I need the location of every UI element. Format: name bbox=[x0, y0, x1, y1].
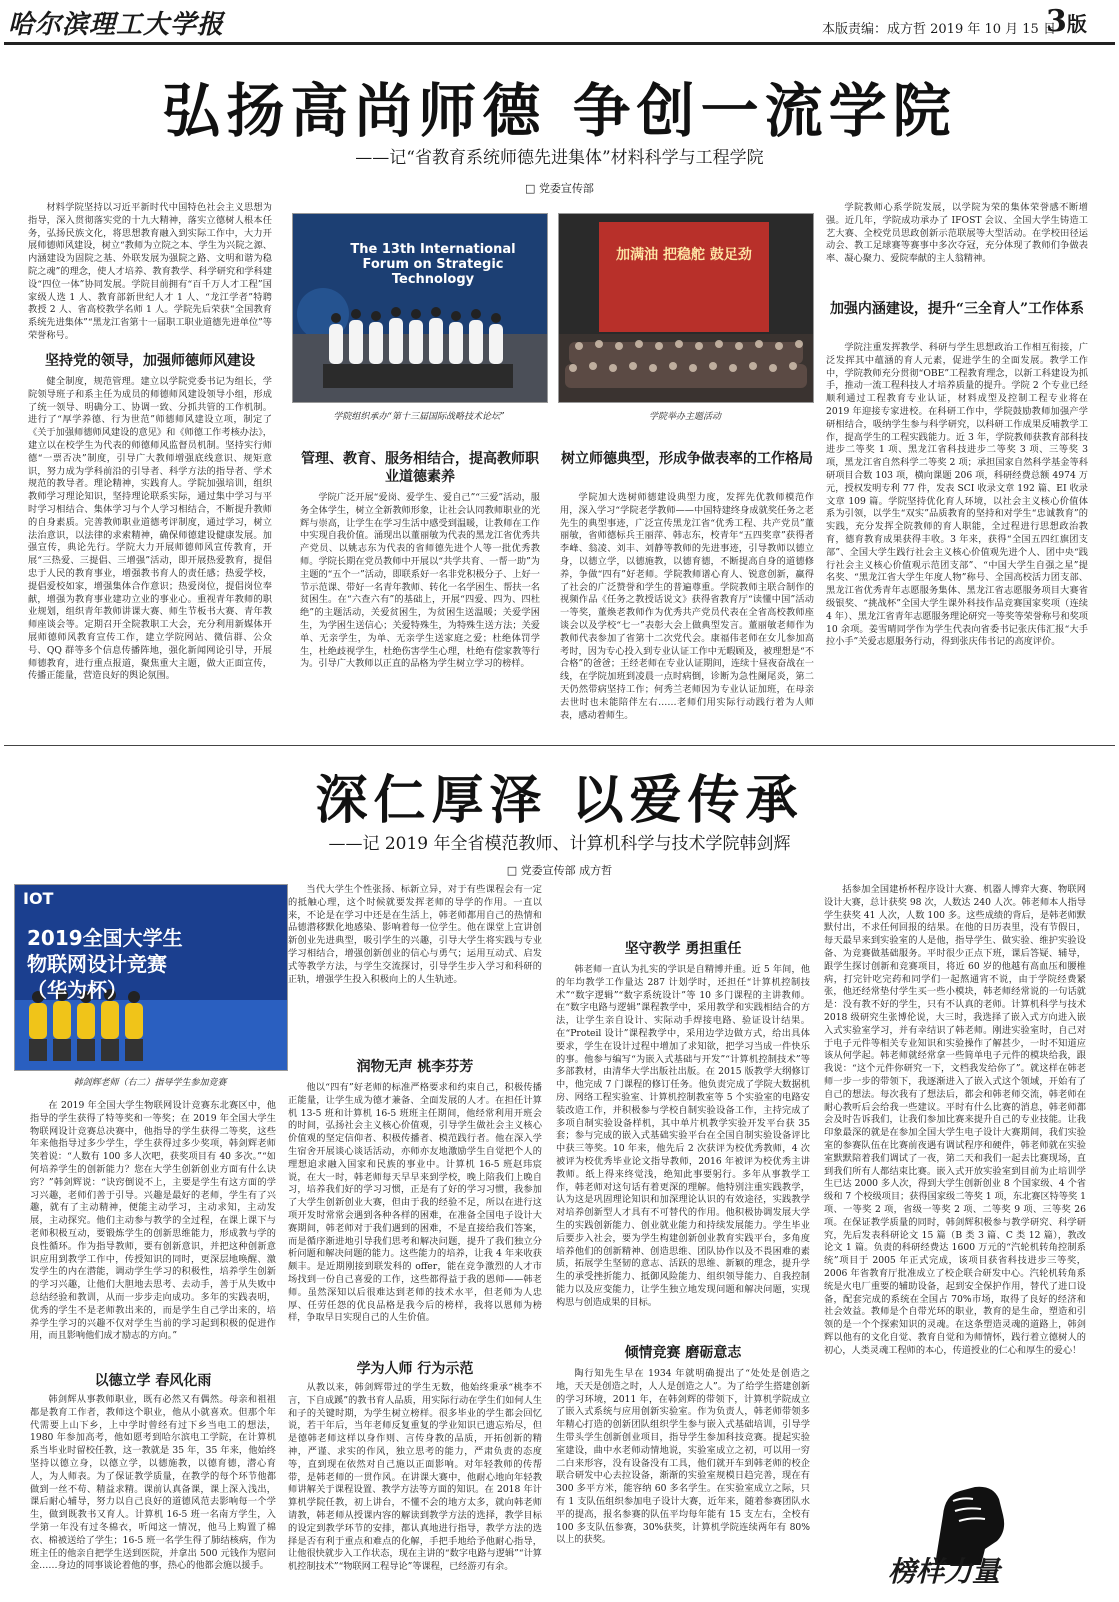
top-rule bbox=[4, 42, 1115, 45]
competition-photo bbox=[14, 884, 288, 1071]
story2-col2-text: 当代大学生个性张扬、标新立异，对于有些课程会有一定的抵触心理，这个时候就要发挥老师的导学的作用。一直以来，不论是在学习中还是在生活上，韩老师都用自己的热情和品德潜移默化地感染、影响着每一位学生。他在课堂上宣讲创新创业先进典型，吸引学生的兴趣，引导大学生将实践与专业学习相结合，增强创新创业的信心与勇气；运用互动式、启发式等教学方法，与学生交流探讨，引导学生步入学习和科研的正轨，增强学生投入积极向上的人生轨迹。 bbox=[288, 884, 542, 985]
story1-subheadline: ——记“省教育系统师德先进集体”材料科学与工程学院 bbox=[355, 148, 764, 168]
story2-section4-text: 韩老师一直认为扎实的学识是自精博并重。近 5 年间，他的年均教学工作量达 287 计划学时，还担任“计算机控制技术”“数字逻辑”“数字系统设计”等 10 多门课程的主讲教师。在“数字电路与逻辑”课程教学中，采用教学和实践相结合的方法，让学生亲自设计、实际动手焊接电路、验证设计结果。在“Proteil 设计”课程教学中，采用边学边做方式，给出具体要求，学生在设计过程中增加了求知欲，把学习当成一件快乐的事。他参与编写“为嵌入式基础与开发”“计算机控制技术”等多部教材，由清华大学出版社出版。在 2015 版教学大纲修订中，他完成 7 门课程的修订任务。他负责完成了学院大数据机房、网络工程实验室、计算机控制教室等 5 个实验室的电路安装改造工作，并积极参与学校自制实验设备工作，主持完成了多项自制实验设备样机，其中单片机教学实验开发平台获 35 套；参与完成的嵌入式基础实验平台在全国自制实验设备评比中获三等奖。10 年来，他先后 2 次获评为校优秀教师，4 次被评为校优秀毕业论文指导教师，2016 年被评为校优秀主讲教师。纸上得来终觉浅，绝知此事要躬行。多年从事教学工作，韩老师对这句话有着更深的理解。他特别注重实践教学，认为这是巩固理论知识和加深理论认识的有效途径，实践教学对培养创新型人才具有不可替代的作用。他积极协调发展大学生的实践创新能力、创业就业能力和持续发展能力。学生毕业后要步入社会，要为学生构建创新创业教育实践平台，多角度培养他们的创新精神、创造思维、团队协作以及不畏困难的素质，拓展学生坚韧的意志、活跃的思维、新颖的理念，提升学生的承受挫折能力、抵御风险能力、组织领导能力、自我控制能力以及应变能力，让学生独立地发现问题和解决问题，实现构思与创造成果的目标。 bbox=[556, 964, 810, 1308]
story2-col4-text: 括参加全国建桥杯程序设计大赛、机器人博弈大赛、物联网设计大赛，总计获奖 98 次，人数达 240 人次。韩老师本人指导学生获奖 41 人次，人数 100 多。这些成绩的背后，是韩老师默默付出，不求任何回报的结果。在他的日历表里，没有节假日，每天最早来到实验室的人是他，指导学生、做实验、维护实验设备、为竞赛做基础服务。平时很少正点下班，课后答疑、辅导，跟学生探讨创新和竞赛项目，将近 60 岁的他越有高血压和腰椎病，打完针吃完药和同学们一起熬通宵不说，由于学院经费紧张，他还经常垫付学生买一些小模块，韩老师经常说的一句话就是：没有教不好的学生，只有不认真的老师。计算机科学与技术 2018 级研究生张博伦说，大三时，我选择了嵌入式方向进入嵌入式实验室学习，并有幸结识了韩老师。刚进实验室时，自己对于电子元件等相关专业知识和实验操作了解甚少，一时不知道应该从何学起。韩老师就经常拿一些简单电子元件的模块给我，跟我说：“这个元件你研究一下，文档我发给你了”。就这样在韩老师一步一步的带领下，我逐渐进入了嵌入式这个领域，开始有了自己的想法。每次我有了想法后，都会和韩老师交流，韩老师在耐心教听后会给我一些建议。平时有什么比赛的消息，韩老师都会及时告诉我们，让我们参加比赛来提升自己的专业技能。让我印象最深的就是在参加全国大学生电子设计大赛期间，我们实验室的参赛队伍在比赛前夜遇有调试程序和硬件，韩老师就在实验室默默陪着我们调试了一夜，第二天和我们一起去比赛现场，直到我们所有人都结束比赛。嵌入式开放实验室到目前为止培训学生已达 2000 多人次，得到大学生创新创业 8 个国家级、4 个省级和 7 个校级项目；获得国家级二等奖 1 项，东北赛区特等奖 1 项、一等奖 2 项，省级一等奖 2 项、二等奖 9 项、三等奖 26 项。在保证教学质量的同时，韩剑辉积极参与教学研究、科学研究，先后发表科研论文 15 篇（B 类 3 篇、C 类 12 篇），教改论文 1 篇。负责的科研经费达 1600 万元的“汽轮机转角控制系统”项目于 2005 年正式完成，该项目获省科技进步三等奖，2006 年省教育厅批准成立了校企联合研发中心。汽轮机转角系统是火电厂重要的辅助设备，起到安全保护作用，替代了进口设备，配套完成的系统在全国占 70%市场，取得了良好的经济和社会效益。教师是个自带光环的职业，教育的是生命，塑造和引领的是一个个探索知识的灵魂。在这条塑造灵魂的道路上，韩剑辉以他有的文化自觉、教育自觉和为师情怀，践行着立德树人的初心，人类灵魂工程师的本心，传道授业的仁心和厚生的爱心！ bbox=[824, 884, 1086, 1356]
story2-section1-text: 韩剑辉从事教师职业，既有必然又有偶然。母亲和祖祖都是教育工作者，教师这个职业，他从小就喜欢。但那个年代需要上山下乡，上中学时曾经有过下乡当电工的想法，1980 年参加高考，他如愿考到哈尔滨电工学院，在计算机系当毕业时留校任教，这一教就是 35 年，35 年来，他始终坚持以德立身，以德立学，以德施教，以德育德，潜心育人，为人师表。为了保证教学质量，在教学的每个环节他都做到一丝不苟、精益求精。课前认真备课，课上深入浅出，课后耐心辅导，努力以自己良好的道德风范去影响每一个学生，做到既教书又育人。计算机 16-5 班一名南方学生，入学第一年没有过冬棉衣，听闻这一情况，他马上购置了棉衣、棉被送给了学生；16-5 班一名学生得了肺结核病，作为班主任的他亲自把学生送到医院，并拿出 500 元钱作为慰问金……身边的同事谈论着他的事，热心的他都会施以援手。 bbox=[30, 1394, 276, 1572]
story1-section3-text: 学院加大选树师德建设典型力度，发挥先优教师模范作用，深入学习“学院老学教师——中国特建终身成就奖任务之老先生的典型事迹，广泛宣传黑龙江省“优秀工程、共产党员”董丽敏，省师德标兵王丽萍、韩志东，校青年“五四奖章”获得者李峰、翁凌、刘丰、刘静等教师的先进事迹，引导教师以德立身，以德立学，以德施教，以德育德，不断提高自身的道德修养，争做“四有”好老师。学院教师谱心育人、锐意创新，赢得了社会的广泛赞誉和学生的普遍尊重。学院教师主联合制作的视频作品《任务之教授话说文》获得省教育厅“读懂中国”活动一等奖，董焕老教师作为优秀共产党员代表在全省高校教师座谈会以及学校“七一”表彰大会上做典型发言。董丽敏老师作为教师代表参加了省第十二次党代会。康福伟老师在女儿参加高考时，因为专心投入到专业认证工作中无暇顾及，被理想是“不合格”的爸爸；王经老师在专业认证期间，连续十昼夜奋战在一线，在学院加班到凌晨一点时病倒，诊断为急性阑尾炎，第二天仍然带病坚持工作；何秀兰老师因为专业认证加班，在母亲去世时也未能陪伴左右……老师们用实际行动践行着为人师表，感动着师生。 bbox=[560, 492, 814, 721]
forum-photo bbox=[292, 213, 548, 403]
story1-byline: □ 党委宣传部 bbox=[525, 182, 594, 195]
story2-byline-text: 党委宣传部 成方哲 bbox=[520, 864, 613, 877]
event-photo-caption: 学院举办主题活动 bbox=[648, 412, 721, 422]
story2-section5-text: 陶行知先生早在 1934 年就明确提出了“处处是创造之地，天天是创造之时，人人是创造之人”。为了给学生搭建创新的学习环境，2011 年，在韩剑辉的带领下，计算机学院成立了嵌入式系统与应用创新实验室。作为负责人，韩老师带领多年精心打造的创新团队组织学生参与嵌入式基础培训，引导学生带头学生创新创业项目，指导学生参加科技竞赛。提起实验室建设，曲中水老师动情地说，实验室成立之初，可以用一穷二白来形容，没有设备没有工具，他们就开车到韩老师的校企联合研发中心去拉设备，渐渐的实验室规模日趋完善，现在有 300 多平方米，能容纳 60 多名学生。在实验室成立之际，只有 1 支队伍组织参加电子设计大赛，近年来，随着参赛团队水平的提高，报名参赛的队伍平均每年能有 15 支左右，全校有 100 多支队伍参赛，30%获奖，计算机学院连续两年有 80%以上的获奖。 bbox=[556, 1368, 810, 1546]
story2-section1 bbox=[30, 1394, 276, 1594]
edition-info: 本版责编：成方哲 2019 年 10 月 15 日 bbox=[822, 22, 1056, 37]
event-photo-banner: 加满油 把稳舵 鼓足劲 bbox=[616, 247, 752, 263]
story1-section1-text: 健全制度，规范管理。建立以学院党委书记为组长，学院领导班子和系主任为成员的师德师风建设领导小组，形成了统一领导、明确分工、协调一致、分抓共管的工作机制。进行了“厚学养德、行为世范”师德师风建设立项，制定了《关于加强师德师风建设的意见》和《师德工作考核办法》，建立以在校学生为代表的师德师风监督员机制。坚持实行师德“一票否决”制度，引导广大教师增强底线意识、规矩意识，努力成为学科前沿的引导者、科学方法的指导者、学术规范的教导者。理论精神，实践育人。学院加强培训，组织教师学习理论知识，坚持理论联系实际，通过集中学习与平时学习相结合、集体学习与个人学习相结合，不断提升教师的自身素质。完善教师职业道德考评制度，通过学习，树立法治意识，以法律的求索精神，确保师德建设健康发展。加强宣传，典论先行。学院大力开展师德师风宣传教育，开展“三热爱、三提倡、三增强”活动，即开展热爱教育，提倡忠于人民的教育事业，增强教书育人的责任感；热爱学校，提倡爱校如家，增强集体合作意识；热爱岗位，提倡岗位奉献，增强为教育事业建功立业的事业心。重视青年教师的职业规划，组织青年教师讲课大赛、师生节板书大赛、青年教师座谈会等。定期召开全院教职工大会，充分利用新媒体开展师德师风教育宣传工作，建立学院网站、微信群、公众号、QQ 群等多个信息传播阵地，强化新闻网论引导，开展师德教育，进行重点报道，聚焦重大主题，做大正面宣传，传播正能量，营造良好的舆论氛围。 bbox=[28, 376, 272, 682]
page-number bbox=[1046, 4, 1087, 39]
story2-col4 bbox=[824, 884, 1086, 1464]
story2-col1 bbox=[30, 1100, 276, 1370]
story2-section5-title: 倾情竞赛 磨砺意志 bbox=[624, 1345, 742, 1361]
story1-section3 bbox=[560, 492, 814, 740]
event-photo-graphic bbox=[559, 214, 813, 402]
story1-section4-title: 加强内涵建设，提升“三全育人”工作体系 bbox=[829, 301, 1085, 317]
story2-col1-text: 在 2019 年全国大学生物联网设计竞赛东北赛区中，他指导的学生获得了特等奖和一等奖；在 2019 年全国大学生物联网设计竞赛总决赛中，他指导的学生获得二等奖，这些年来他指导过多少学生，学生获得过多少奖项，韩剑辉老师笑着说：“人数有 100 多人次吧，获奖项目有 40 多次。”“如何培养学生的创新能力？您在大学生创新创业方面有什么诀窍？”韩剑辉说：“诀窍倒说不上，主要是学生有这方面的学习兴趣，老师们善于引导。兴趣是最好的老师，学生有了兴趣，就有了主动精神，便能主动学习，主动求知，主动发展，主动探究。他们主动参与教学的全过程，在课上课下与老师积极互动，要锻炼学生的创新思维能力，形成教与学的良性循环。作为指导教师，要有创新意识，并把这种创新意识应用到教学工作中，传授知识的同时，更深层地唤醒、激发学生的内在潜能，调动学生学习的积极性，培养学生创新的学习兴趣，让他们大胆地去思考、去动手，善于从失败中总结经验和教训，从而一步步走向成功。多年的实践表明，优秀的学生不是老师教出来的，而是学生自己学出来的，培养学生学习的兴趣不仅对学生当前的学习起到积极的促进作用，而且影响他们成才励志的方向。” bbox=[30, 1100, 276, 1342]
story1-section4 bbox=[826, 342, 1088, 738]
page-suffix: 版 bbox=[1066, 12, 1087, 36]
story2-col2 bbox=[288, 884, 542, 1054]
story1-intro-text: 材料学院坚持以习近平新时代中国特色社会主义思想为指导，深入贯彻落实党的十九大精神，落实立德树人根本任务，弘扬民族文化，将思想教育融入到实际工作中，大力开展师德师风建设，树立“教师为立院之本、学生为兴院之源、内涵建设为固院之基、外联发展为强院之路、文明和谐为稳院之魂”的理念，使人才培养、教育教学、科学研究和学科建设“四位一体”协同发展。学院目前拥有“百千万人才工程”国家级人选 1 人、教育部新世纪人才 1 人、“龙江学者”特聘教授 2 人、省高校教学名师 1 人。学院先后荣获“全国教育系统先进集体”“黑龙江省第十一届职工职业道德先进单位”等荣誉称号。 bbox=[28, 202, 272, 341]
page-number-value: 3 bbox=[1046, 4, 1067, 39]
story1-col4-top bbox=[826, 202, 1088, 292]
story1-section2-text: 学院广泛开展“爱岗、爱学生、爱自己”“三爱”活动，服务全体学生，树立全新教师形象，让社会认同教师职业的光辉与崇高，让学生在学习生活中感受到温暖，让教师在工作中实现自我价值。涌现出以董丽敏为代表的黑龙江省优秀共产党员、以姚志东为代表的省师德先进个人等一批优秀教师。学院长期在党员教师中开展以“共学共育、一帮一助”为主题的“五个一”活动，即联系好一名非党积极分子、上好一节示范课、带好一名青年教师、转化一名学困生、帮扶一名贫困生。在“六查六有”的基础上，开展“四爱、四为、四杜绝”的主题活动，关爱贫困生，为贫困生送温暖；关爱学困生，为学困生送信心；关爱特殊生，为特殊生送方法；关爱单、无亲学生，为单、无亲学生送家庭之爱；杜绝体罚学生，杜绝歧视学生，杜绝伤害学生心理，杜绝有偿家教等行为。引导广大教师以正直的品格为学生树立学习的榜样。 bbox=[300, 492, 540, 670]
iot-logo: IOT bbox=[23, 889, 54, 908]
story1-section2-title: 管理、教育、服务相结合，提高教师职业道德素养 bbox=[301, 451, 539, 485]
story2-byline: □ 党委宣传部 成方哲 bbox=[506, 864, 613, 877]
story1-section2 bbox=[300, 492, 540, 740]
newspaper-masthead: 哈尔滨理工大学报 bbox=[8, 10, 225, 40]
story1-section3-title: 树立师德典型，形成争做表率的工作格局 bbox=[561, 451, 813, 467]
story2-section3 bbox=[288, 1382, 542, 1594]
story1-section4-text: 学院注重发挥教学、科研与学生思想政治工作相互衔接，广泛发挥其中蕴涵的育人元素，促进学生的全面发展。教学工作中，学院教师充分贯彻“OBE”工程教育理念，以新工科建设为抓手，推动一流工程科技人才培养质量的提升。学院 2 个专业已经顺利通过工程教育专业认证，材料成型及控制工程专业将在 2019 年迎接专家进校。在科研工作中，学院鼓励教师加强产学研相结合，吸纳学生参与科学研究，以科研工作成果反哺教学工作，提高学生的工程实践能力。近 3 年，学院教师获教育部科技进步二等奖 1 项、黑龙江省科技进步二等奖 3 项、三等奖 3 项，黑龙江省自然科学二等奖 2 项；承担国家自然科学基金等科研项目合数 103 项，横向课题 206 项，科研经费总额 4974 万元，授权发明专利 77 件，发表 SCI 收录文章 192 篇、EI 收录文章 109 篇。学院坚持优化育人环境，以社会主义核心价值体系为引领，以学生“双实”品质教育的坚持和对学生“忠诚教育”的实践，充分发挥全院教师的育人职能，全过程进行思想政治教育，德育教育成果获得丰收。3 年来，获得“全国五四红旗团支部”、全国大学生践行社会主义核心价值观先进个人、团中央“践行社会主义核心价值观示范团支部”、“中国大学生自强之星”提名奖、“黑龙江省大学生年度人物”称号、全国高校活力团支部、黑龙江省优秀青年志愿服务集体、黑龙江省志愿服务项目大赛省级银奖、“挑战杯”全国大学生课外科技作品竞赛国家奖项（连续 4 年）、黑龙江省青年志愿服务理论研究一等奖等荣誉称号和奖项 10 余项。姜雪晴同学作为学生代表向省委书记张庆伟汇报“大手拉小手”关爱志愿服务行动，得到张庆伟书记的高度评价。 bbox=[826, 342, 1088, 648]
story1-section1-title: 坚持党的领导，加强师德师风建设 bbox=[45, 353, 255, 369]
story2-headline: 深仁厚泽 以爱传承 bbox=[315, 770, 804, 831]
story2-section2-title: 润物无声 桃李芬芳 bbox=[356, 1059, 474, 1075]
story2-section1-title: 以德立学 春风化雨 bbox=[94, 1373, 212, 1389]
forum-photo-banner: The 13th International Forum on Strategic Technology bbox=[350, 242, 516, 287]
story2-section3-title: 学为人师 行为示范 bbox=[356, 1361, 474, 1377]
story1-headline: 弘扬高尚师德 争创一流学院 bbox=[162, 77, 957, 145]
story1-section1 bbox=[28, 376, 272, 738]
story2-section2 bbox=[288, 1082, 542, 1354]
competition-photo-caption: 韩剑辉老师（右二）指导学生参加竞赛 bbox=[73, 1078, 227, 1088]
story2-section2-text: 他以“四有”好老师的标准严格要求和约束自己，积极传播正能量，让学生成为德才兼备、全面发展的人才。在担任计算机 13-5 班和计算机 16-5 班班主任期间，他经常利用开班会的时间，弘扬社会主义核心价值观，引导学生做社会主义核心价值观的坚定信仰者、积极传播者、模范践行者。他在深入学生宿舍开展谈心谈话活动，亦师亦友地激励学生自觉把个人的理想追求融入国家和民族的事业中。计算机 16-5 班赵玮宸说，在大一时，韩老师每天早早来到学校，晚上陪我们上晚自习，培养我们好的学习习惯，正是有了好的学习习惯，我参加了大学生创新创业大赛，但由于我的经验不足，所以在进行这项开发时常常会遇到各种各样的困难，在准备全国电子设计大赛期间，韩老师对于我们遇到的困难，不是直接给我们答案，而是循序渐进地引导我们思考和解决问题，提升了我们独立分析问题和解决问题的能力。这些能力的培养，让我 4 年来收获颇丰。是近期刚接到联发科的 offer，能在竞争激烈的人才市场找到一份自己喜爱的工作，这些都得益于我的恩师——韩老师。虽然深知以后很难达到老师的技术水平，但老师为人忠厚、任劳任怨的优良品格是我今后的榜样，我将以恩师为榜样，争取早日实现自己的人生价值。 bbox=[288, 1082, 542, 1324]
competition-banner: 2019全国大学生物联网设计竞赛（华为杯） bbox=[27, 926, 183, 1002]
story1-col4-top-text: 学院教师心系学院发展，以学院为荣的集体荣誉感不断增强。近几年，学院成功承办了 IFOST 会议、全国大学生铸造工艺大赛、全校党员思政创新示范联展等大型活动。在学校田径运动会、教工足球赛等赛事中多次夺冠，充分体现了教师们争做表率、凝心聚力、爱院奉献的主人翁精神。 bbox=[826, 202, 1088, 265]
role-model-label: 榜样力量 bbox=[888, 1555, 1001, 1588]
story2-section3-text: 从教以来，韩剑辉带过的学生无数，他始终秉承“桃李不言，下自成蹊”的教书育人品质，用实际行动在学生们如何人生和子的关键时期，为学生树立榜样。很多毕业的学生都会回忆说，若干年后，当年老师反复重复的学业知识已遗忘殆尽，但是德韩老师这样以身作则、言传身教的品质，开拓创新的精神，严谨、求实的作风，独立思考的能力，严肃负责的态度等，直到现在依然对自己施以正面影响。对年轻教师的传帮带，是韩老师的一贯作风。在讲课大赛中，他耐心地向年轻教师讲解关于课程设置、教学方法等方面的知识。在 2018 年计算机学院任教，初上讲台，不懂不会的地方太多，就向韩老师请教，韩老师从授课内容的解读到教学方法的选择，教学目标的设定到教学环节的安排，都认真地进行指导，教学方法的选择是否有利于重点和难点的化解，手把手地给予他耐心指导，让他很快就步入工作状态，现在主讲的“数字电路与逻辑”“计算机控制技术”“物联网工程导论”等课程，已经游刃有余。 bbox=[288, 1382, 542, 1573]
story2-section5 bbox=[556, 1368, 810, 1594]
story2-subheadline: ——记 2019 年全省模范教师、计算机科学与技术学院韩剑辉 bbox=[328, 834, 791, 854]
story2-section4-title: 坚守教学 勇担重任 bbox=[624, 941, 742, 957]
story2-section4 bbox=[556, 964, 810, 1338]
event-photo bbox=[558, 213, 814, 403]
story1-intro bbox=[28, 202, 272, 360]
story1-byline-text: 党委宣传部 bbox=[538, 182, 594, 195]
forum-photo-caption: 学院组织承办“第十三届国际战略技术论坛” bbox=[333, 412, 505, 422]
story-divider bbox=[4, 745, 1115, 746]
